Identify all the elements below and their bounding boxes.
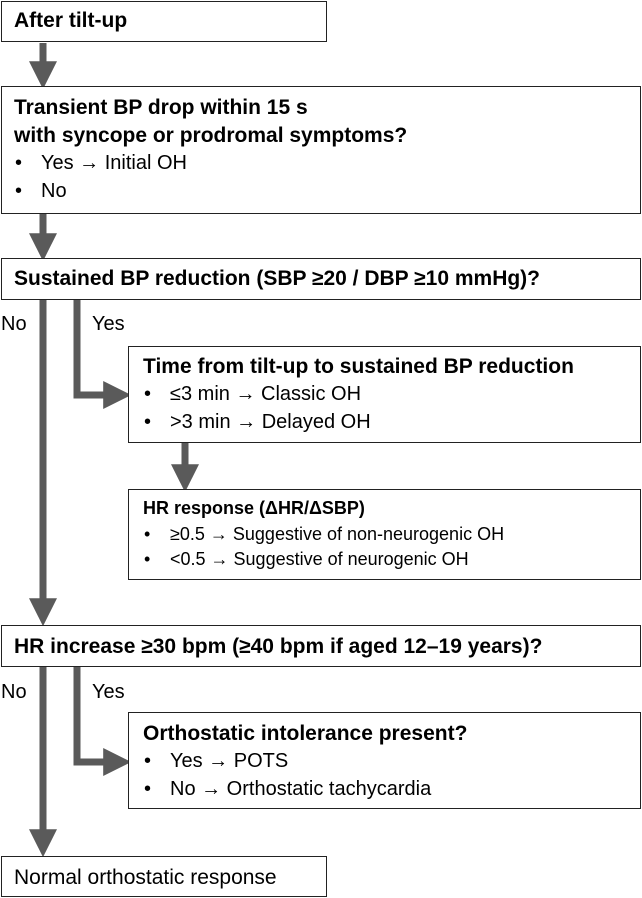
- orthostatic-title: Orthostatic intolerance present?: [143, 722, 468, 745]
- hr-response-title: HR response (ΔHR/ΔSBP): [143, 498, 365, 518]
- time-option-delayed: >3 min → Delayed OH: [170, 411, 371, 433]
- sustained-title: Sustained BP reduction (SBP ≥20 / DBP ≥10 mmHg)?: [14, 267, 541, 290]
- orthostatic-option-pots: Yes → POTS: [170, 750, 289, 772]
- bullet: •: [144, 778, 152, 800]
- bullet: •: [144, 549, 151, 569]
- sustained-no-label: No: [1, 313, 27, 335]
- transient-option-no: No: [41, 180, 67, 202]
- hr-increase-no-label: No: [1, 681, 27, 703]
- transient-option-yes: Yes → Initial OH: [41, 152, 187, 174]
- time-option-classic: ≤3 min → Classic OH: [170, 383, 362, 405]
- transient-title-line2: with syncope or prodromal symptoms?: [14, 124, 408, 147]
- hr-response-option-neurogenic: <0.5 → Suggestive of neurogenic OH: [170, 549, 469, 569]
- hr-response-option-non-neurogenic: ≥0.5 → Suggestive of non-neurogenic OH: [170, 524, 505, 544]
- hr-increase-yes-label: Yes: [92, 681, 125, 703]
- time-title: Time from tilt-up to sustained BP reduction: [143, 355, 574, 378]
- bullet: •: [15, 180, 23, 202]
- bullet: •: [144, 750, 152, 772]
- hr-increase-title: HR increase ≥30 bpm (≥40 bpm if aged 12–19 years)?: [14, 635, 543, 658]
- bullet: •: [144, 411, 152, 433]
- after-tilt-title: After tilt-up: [14, 9, 128, 32]
- bullet: •: [144, 524, 151, 544]
- bullet: •: [144, 383, 152, 405]
- transient-title-line1: Transient BP drop within 15 s: [14, 96, 308, 119]
- normal-title: Normal orthostatic response: [14, 866, 277, 889]
- sustained-yes-label: Yes: [92, 313, 125, 335]
- orthostatic-option-tachycardia: No → Orthostatic tachycardia: [170, 778, 432, 800]
- bullet: •: [15, 152, 23, 174]
